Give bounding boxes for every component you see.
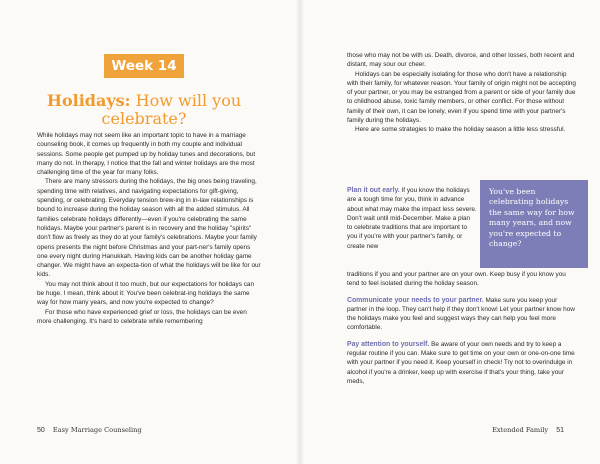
left-body-text [37, 131, 262, 326]
chapter-title [30, 92, 258, 128]
chapter-title-bold: Holidays: [46, 91, 131, 110]
left-footer [37, 426, 142, 434]
tip-text: If you know the holidays are a tough time for you, think in advance about what may make the impact less severe. Don't wait until mid-December. Make a plan to celebrate traditions that are important to you if you're with your partner's family, or create new [347, 187, 477, 250]
tip-lead: Communicate your needs to your partner. [347, 296, 484, 304]
tip-continuation: traditions if you and your partner are on your own. Keep busy if you know you tend to feel isolated during the holiday season. [347, 271, 566, 288]
left-book-title: Easy Marriage Counseling [52, 426, 142, 434]
right-page-number: 51 [556, 427, 564, 434]
right-body-text [347, 51, 576, 135]
paragraph: those who may not be with us. Death, divorce, and other losses, both recent and distant, may sour our cheer. [347, 52, 575, 69]
paragraph: For those who have experienced grief or loss, the holidays can be even more challenging. It's hard to celebrate while remembering [37, 308, 247, 325]
tip-lead: Pay attention to yourself. [347, 340, 430, 348]
right-section-title: Extended Family [492, 426, 549, 434]
tip-communicate [347, 296, 576, 333]
tip-plan-early [347, 186, 477, 251]
tips-continued [347, 270, 576, 386]
paragraph: Here are some strategies to make the holiday season a little less stressful. [355, 126, 566, 134]
paragraph: Holidays can be especially isolating for those who don't have a relationship with their family, for whatever reason. Your family of origin might not be accepting of your partner, or you may be estranged from a parent or side of your family due to childhood abuse, toxic family members, or other conflict. For those without family of their own, it can be lonely, even if you spend time with your partner's family during the holidays. [347, 70, 576, 125]
left-page-number: 50 [37, 427, 45, 434]
paragraph: There are many stressors during the holidays, the big ones being traveling, spending time with relatives, and navigating expectations for gift-giving, spending, or celebrating. Everyday tension brew-ing in in-law relationships is bound to increase during the holiday season with all the added stimulus. All families celebrate holidays differently—even if you're celebrating the same holidays. Maybe your partner's parent is in recovery and the holiday "spirits" don't flow as freely as they do at your family's celebrations. Maybe your family opens presents the night before Christmas and your part-ner's family opens one every night during Hanukkah. Having kids can be another holiday game changer. We might have an expecta-tion of what the holidays will be like for our kids. [37, 178, 261, 279]
tip-self-care [347, 340, 576, 386]
left-page [0, 0, 298, 464]
tip-text: Be aware of your own needs and try to keep a regular routine if you can. Make sure to get time on your own or one-on-one time with your partner if you need it. Keep yourself in check! Try not to overindulge in alcohol if you're a drinker, keep up with exercise if that's your thing, take your meds, [347, 340, 575, 385]
paragraph: You may not think about it too much, but our expectations for holidays can be huge. I mean, think about it: You've been celebrat-ing holidays the same way for how many years, and now you're expected to change? [37, 280, 255, 307]
tip-text: Make sure you keep your partner in the loop. They can't help if they don't know! Let your partner know how the holidays make you feel and suggest ways they can help you feel more comfortable. [347, 296, 575, 332]
right-footer [492, 426, 564, 434]
paragraph: While holidays may not seem like an important topic to have in a marriage counseling book, it comes up frequently in both my couple and individual sessions. Some people get pumped up by holiday tunes and decorations, but many do not. In therapy, I notice that the fall and winter holidays are the most challenging time of the year for many folks. [37, 132, 256, 177]
pull-quote: You've been celebrating holidays the same way for how many years, and now you're expected to change? [480, 180, 588, 268]
chapter-title-rest: How will you celebrate? [101, 91, 242, 128]
week-badge: Week 14 [104, 54, 184, 78]
tip-lead: Plan it out early. [347, 187, 400, 194]
